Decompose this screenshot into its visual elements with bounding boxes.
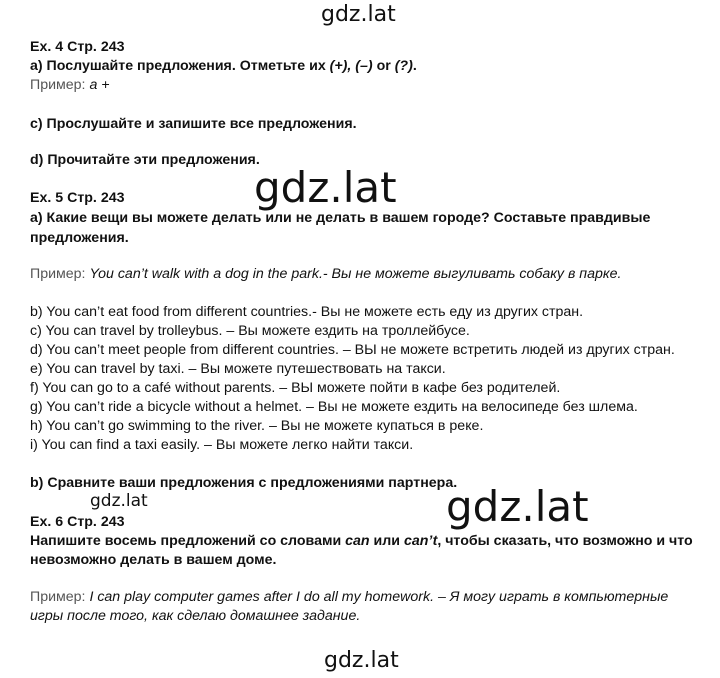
ex6-example-line2: игры после того, как сделаю домашнее задание. [30, 608, 361, 624]
ex6-task-or: или [369, 533, 404, 549]
ex4-example [30, 76, 110, 94]
ex4-example-label: Пример: [30, 77, 90, 93]
ex4-task-d: d) Прочитайте эти предложения. [30, 152, 260, 168]
ex5-item-b: b) You can’t eat food from different countries.- Вы не можете есть еду из других стран. [30, 304, 584, 320]
watermark-large-2: gdz.lat [446, 482, 589, 531]
ex5-task-a-line1: a) Какие вещи вы можете делать или не делать в вашем городе? Составьте правдивые [30, 210, 651, 226]
ex6-task-line1 [30, 532, 693, 550]
watermark-top: gdz.lat [321, 2, 396, 27]
watermark-small: gdz.lat [90, 491, 148, 511]
ex5-item-i: i) You can find a taxi easily. – Вы можете легко найти такси. [30, 437, 414, 453]
ex4-task-a-text: a) Послушайте предложения. Отметьте их [30, 58, 330, 74]
ex4-task-a [30, 57, 417, 75]
ex5-item-h: h) You can’t go swimming to the river. – Вы не можете купаться в реке. [30, 418, 484, 434]
ex6-task-text-a: Напишите восемь предложений со словами [30, 533, 346, 549]
ex5-example [30, 265, 621, 283]
ex5-title: Ex. 5 Стр. 243 [30, 190, 125, 206]
ex6-example-text1: I can play computer games after I do all my homework. – Я могу играть в компьютерные [89, 589, 669, 605]
ex4-task-a-marks: (+), (–) [329, 58, 373, 74]
ex5-item-d: d) You can’t meet people from different countries. – ВЫ не можете встретить людей из других стран. [30, 342, 675, 358]
ex6-task-cant: can’t [403, 533, 438, 549]
ex5-example-text: You can’t walk with a dog in the park.- Вы не можете выгуливать собаку в парке. [89, 266, 622, 282]
ex6-task-text-b: , чтобы сказать, что возможно и что [437, 533, 693, 549]
ex4-task-a-or: or [372, 58, 395, 74]
ex5-item-e: e) You can travel by taxi. – Вы можете путешествовать на такси. [30, 361, 446, 377]
ex4-task-a-question: (?) [394, 58, 413, 74]
ex4-example-text: a + [89, 77, 110, 93]
ex4-title: Ex. 4 Стр. 243 [30, 39, 125, 55]
ex5-item-c: c) You can travel by trolleybus. – Вы можете ездить на троллейбусе. [30, 323, 470, 339]
ex6-task-line2: невозможно делать в вашем доме. [30, 552, 277, 568]
ex4-task-c: c) Прослушайте и запишите все предложения. [30, 116, 357, 132]
ex6-example-label: Пример: [30, 589, 90, 605]
ex5-task-a-line2: предложения. [30, 230, 129, 246]
ex6-title: Ex. 6 Стр. 243 [30, 514, 125, 530]
watermark-bottom: gdz.lat [324, 648, 399, 673]
ex5-item-g: g) You can’t ride a bicycle without a helmet. – Вы не можете ездить на велосипеде без шлема. [30, 399, 638, 415]
ex5-example-label: Пример: [30, 266, 90, 282]
ex5-task-b: b) Сравните ваши предложения с предложениями партнера. [30, 475, 458, 491]
ex6-example-line1 [30, 588, 668, 606]
ex5-item-f: f) You can go to a café without parents. – ВЫ можете пойти в кафе без родителей. [30, 380, 561, 396]
ex4-task-a-end: . [412, 58, 417, 74]
ex6-task-can: can [345, 533, 370, 549]
watermark-large: gdz.lat [254, 163, 397, 212]
